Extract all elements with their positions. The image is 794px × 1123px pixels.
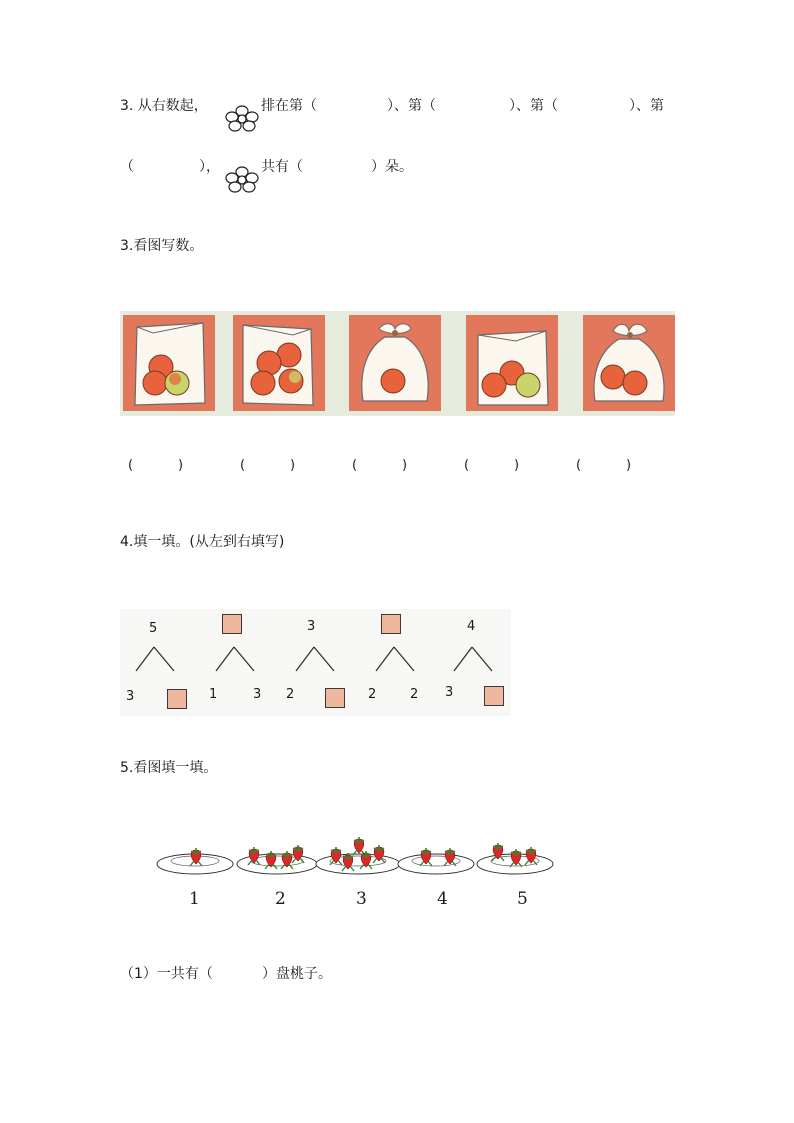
- blank-open-1: (: [128, 458, 134, 473]
- blank-open-2: (: [240, 458, 246, 473]
- plate-1: [157, 848, 233, 874]
- bag-panel-5: [583, 315, 675, 411]
- q4-title: 4.填一填。(从左到右填写): [120, 534, 285, 550]
- bag-panel-2: [233, 315, 325, 411]
- blank-close-5: ): [626, 458, 632, 473]
- q3-unit: ）朵。: [371, 159, 413, 175]
- bond-5-top: 4: [467, 619, 476, 634]
- bond-2-left: 1: [209, 687, 218, 702]
- bond-3-left: 2: [286, 687, 295, 702]
- flower-icon: [224, 165, 260, 195]
- plate-label-1: 1: [189, 889, 200, 909]
- q3-open: （: [120, 159, 134, 175]
- q3-sep3: ）、第: [629, 98, 664, 114]
- blank-open-5: (: [576, 458, 582, 473]
- bond-3-answer-box[interactable]: [325, 688, 345, 708]
- bond-1-top: 5: [149, 621, 158, 636]
- bond-2-answer-box[interactable]: [222, 614, 242, 634]
- bond-5-left: 3: [445, 685, 454, 700]
- flower-icon: [224, 104, 260, 134]
- plate-4: [398, 848, 474, 874]
- bond-4-left: 2: [368, 687, 377, 702]
- q3-sep2: ）、第（: [509, 98, 558, 114]
- blank-close-1: ): [178, 458, 184, 473]
- q3-rank: 排在第（: [261, 98, 317, 114]
- q3-close: ），: [199, 159, 220, 175]
- blank-open-4: (: [464, 458, 470, 473]
- q3-total: 共有（: [261, 159, 303, 175]
- bond-5-answer-box[interactable]: [484, 686, 504, 706]
- plate-label-2: 2: [275, 889, 286, 909]
- plate-label-3: 3: [356, 889, 367, 909]
- q3-sep1: ）、第（: [387, 98, 436, 114]
- plate-2: [237, 845, 317, 874]
- blank-close-4: ): [514, 458, 520, 473]
- q3b-title: 3.看图写数。: [120, 238, 204, 254]
- q5-title: 5.看图填一填。: [120, 760, 218, 776]
- strawberry-plates-image: [150, 834, 560, 886]
- bond-1-left: 3: [126, 689, 135, 704]
- bond-4-right: 2: [410, 687, 419, 702]
- bond-1-answer-box[interactable]: [167, 689, 187, 709]
- bond-2-right: 3: [253, 687, 262, 702]
- number-bonds-image: [120, 609, 511, 716]
- q5-sub1-label: （1）一共有（: [120, 966, 213, 982]
- q5-sub1-unit: ）盘桃子。: [262, 966, 332, 982]
- bag-panel-3: [349, 315, 441, 411]
- blank-open-3: (: [352, 458, 358, 473]
- bond-4-answer-box[interactable]: [381, 614, 401, 634]
- peach-bags-image: [120, 311, 675, 416]
- bond-3-top: 3: [307, 619, 316, 634]
- blank-close-2: ): [290, 458, 296, 473]
- bag-panel-4: [466, 315, 558, 411]
- plate-label-5: 5: [517, 889, 528, 909]
- bag-panel-1: [123, 315, 215, 411]
- plate-label-4: 4: [437, 889, 448, 909]
- plate-3: [316, 837, 400, 874]
- blank-close-3: ): [402, 458, 408, 473]
- q3-prefix: 3. 从右数起，: [120, 98, 208, 114]
- plate-5: [477, 843, 553, 874]
